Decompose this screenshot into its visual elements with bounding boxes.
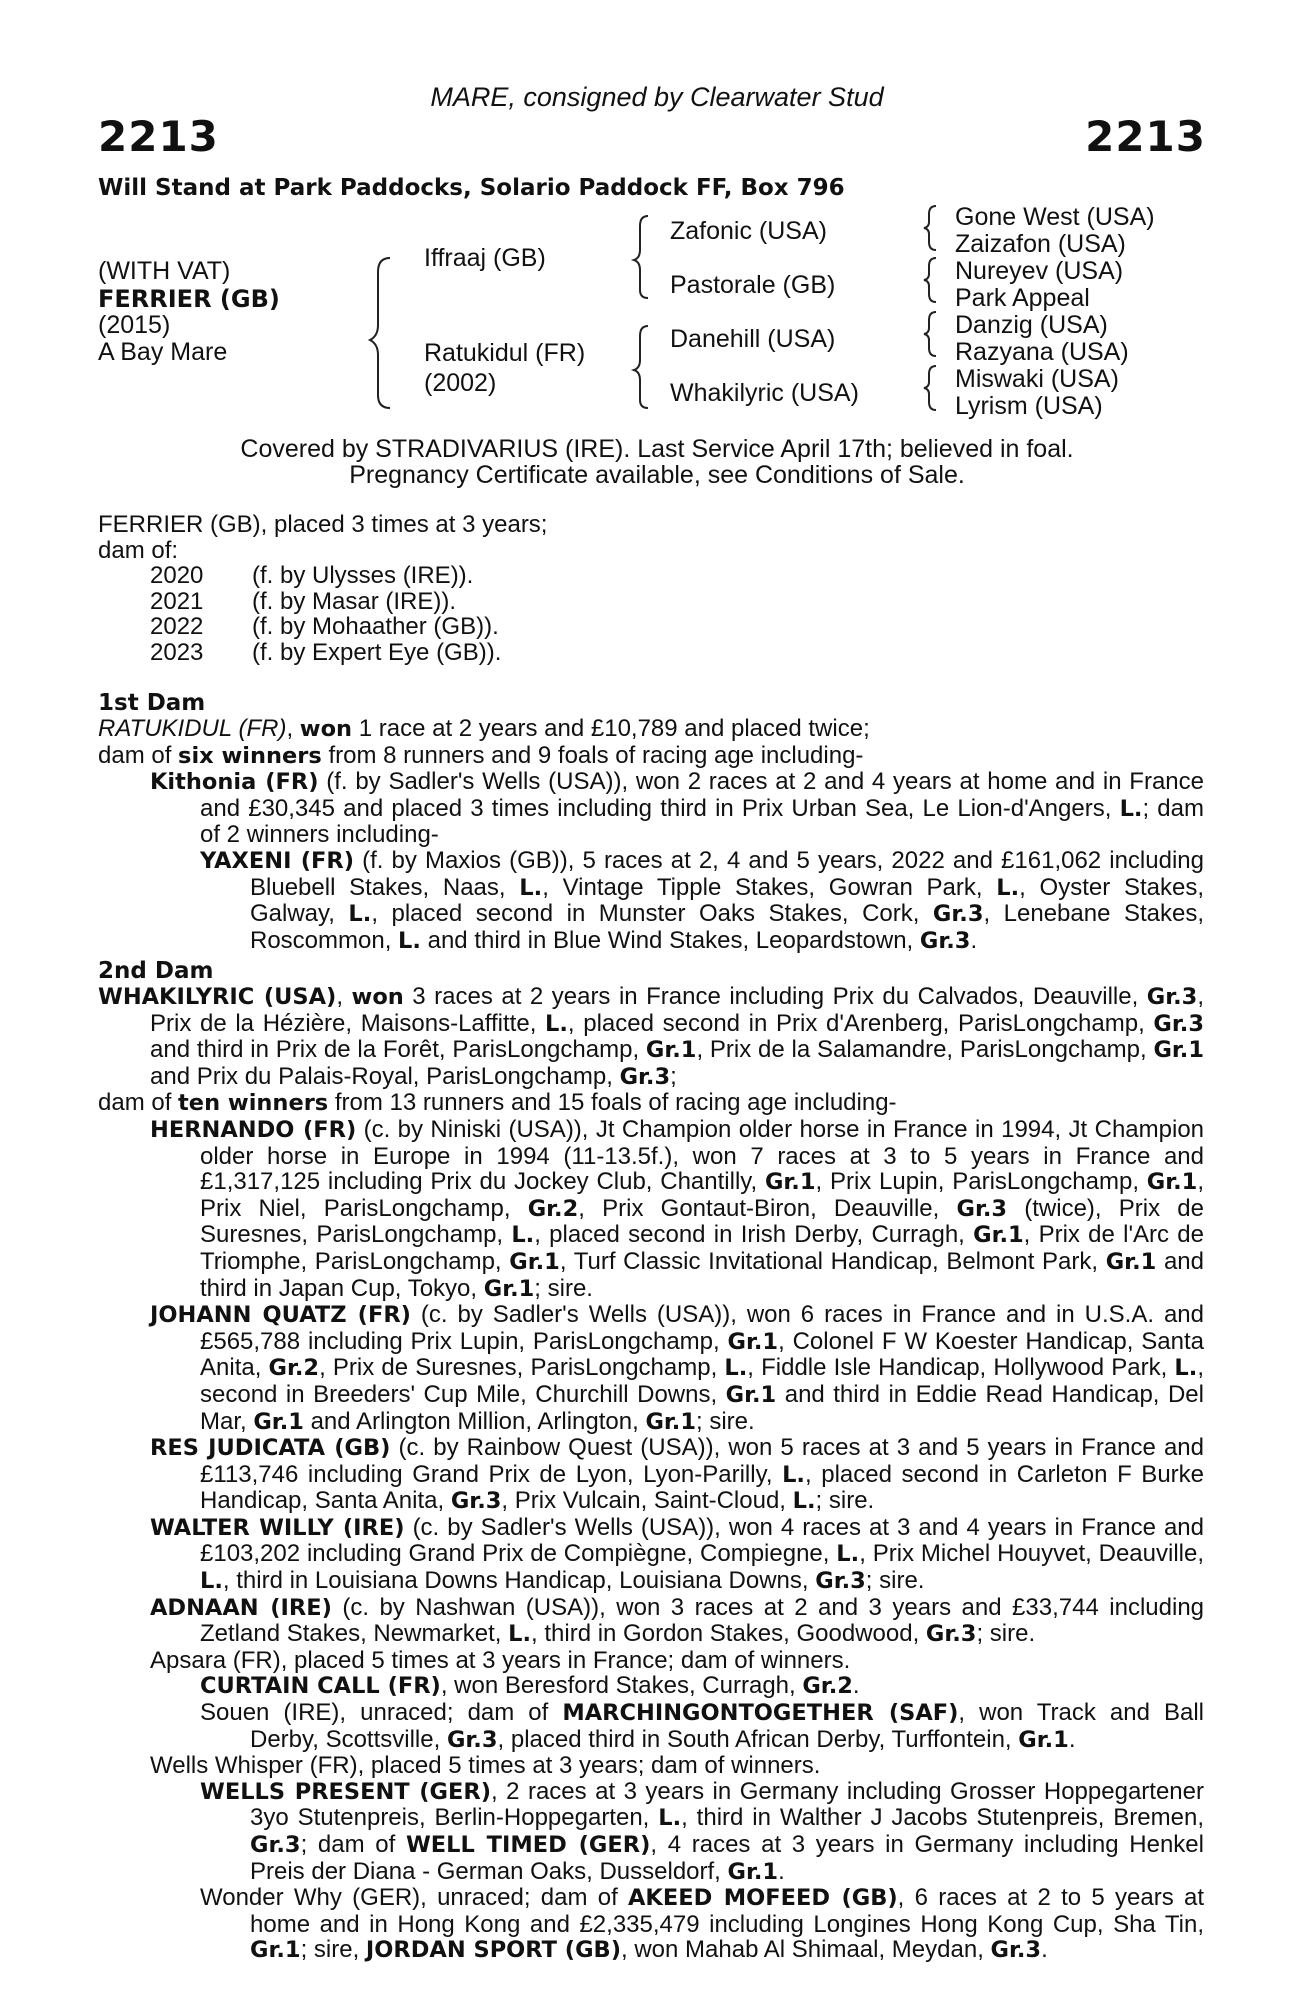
first-dam-produce: dam of six winners from 8 runners and 9 foals of racing age including- — [98, 741, 864, 769]
section-heading: 2nd Dam — [98, 958, 214, 984]
horse-year: (2015) — [98, 311, 171, 339]
dam-of-label: dam of: — [98, 537, 179, 564]
brace-sd — [924, 258, 936, 302]
produce-row: 2021 (f. by Masar (IRE)). — [150, 587, 457, 615]
brace-sire — [634, 216, 648, 298]
entry-johann-quatz: JOHANN QUATZ (FR) (c. by Sadler's Wells (USA)), won 6 races in France and in U.S.A. and £565,788 including Prix Lupin, ParisLongchamp, Gr.1, Colonel F W Koester Handicap, Santa Anita, Gr.2, Prix de Suresnes, ParisLongchamp, L., Fiddle Isle Handicap, Hollywood Park, L., second in Breeders' Cup Mile, Churchill Downs, Gr.1 and third in Eddie Read Handicap, Del Mar, Gr.1 and Arlington Million, Arlington, Gr.1; sire. — [150, 1301, 1204, 1435]
ggs-8: Lyrism (USA) — [955, 392, 1103, 420]
produce-row: 2020 (f. by Ulysses (IRE)). — [150, 562, 474, 589]
second-dam-produce: dam of ten winners from 13 runners and 15 foals of racing age including- — [98, 1089, 897, 1117]
ggs-6: Razyana (USA) — [955, 338, 1129, 366]
horse-description: A Bay Mare — [98, 338, 228, 366]
entry-souen: Souen (IRE), unraced; dam of MARCHINGONTOGETHER (SAF), won Track and Ball Derby, Scottsville, Gr.3, placed third in South African Derby, Turffontein, Gr.1. — [200, 1699, 1204, 1753]
entry-hernando: HERNANDO (FR) (c. by Niniski (USA)), Jt Champion older horse in France in 1994, Jt Champion older horse in Europe in 1994 (11-13.5f.), won 7 races at 3 to 5 years in France and £1,317,125 including Prix du Jockey Club, Chantilly, Gr.1, Prix Lupin, ParisLongchamp, Gr.1, Prix Niel, ParisLongchamp, Gr.2, Prix Gontaut-Biron, Deauville, Gr.3 (twice), Prix de Suresnes, ParisLongchamp, L., placed second in Irish Derby, Curragh, Gr.1, Prix de l'Arc de Triomphe, ParisLongchamp, Gr.1, Turf Classic Invitational Handicap, Belmont Park, Gr.1 and third in Japan Cup, Tokyo, Gr.1; sire. — [150, 1115, 1205, 1302]
covered-line-1: Covered by STRADIVARIUS (IRE). Last Service April 17th; believed in foal. — [240, 435, 1074, 463]
vat-note: (WITH VAT) — [98, 257, 231, 285]
ggs-7: Miswaki (USA) — [955, 365, 1119, 393]
entry-wonder-why: Wonder Why (GER), unraced; dam of AKEED MOFEED (GB), 6 races at 2 to 5 years at home and in Hong Kong and £2,335,479 including Longines Hong Kong Cup, Sha Tin, Gr.1; sire, JORDAN SPORT (GB), won Mahab Al Shimaal, Meydan, Gr.3. — [200, 1884, 1204, 1964]
ggs-4: Park Appeal — [955, 284, 1090, 312]
ggs-1: Gone West (USA) — [955, 203, 1155, 231]
produce-row: 2023 (f. by Expert Eye (GB)). — [150, 638, 502, 666]
entry-wells-present: WELLS PRESENT (GER), 2 races at 3 years in Germany including Grosser Hoppegartener 3yo Stutenpreis, Berlin-Hoppegarten, L., third in Walther J Jacobs Stutenpreis, Bremen, Gr.3; dam of WELL TIMED (GER), 4 races at 3 years in Germany including Henkel Preis der Diana - German Oaks, Dusseldorf, Gr.1. — [200, 1777, 1204, 1885]
entry-res-judicata: RES JUDICATA (GB) (c. by Rainbow Quest (USA)), won 5 races at 3 and 5 years in France and £113,746 including Grand Prix de Lyon, Lyon-Parilly, L., placed second in Carleton F Burke Handicap, Santa Anita, Gr.3, Prix Vulcain, Saint-Cloud, L.; sire. — [150, 1434, 1205, 1515]
record-line: FERRIER (GB), placed 3 times at 3 years; — [98, 511, 548, 538]
brace-main — [370, 258, 390, 408]
brace-ss — [924, 206, 936, 250]
produce-list — [150, 563, 501, 665]
entry-wells-whisper: Wells Whisper (FR), placed 5 times at 3 years; dam of winners. — [150, 1752, 821, 1780]
entry-adnaan: ADNAAN (IRE) (c. by Nashwan (USA)), won 3 races at 2 and 3 years and £33,744 including Zetland Stakes, Newmarket, L., third in Gordon Stakes, Goodwood, Gr.3; sire. — [150, 1593, 1205, 1648]
entry-walter-willy: WALTER WILLY (IRE) (c. by Sadler's Wells (USA)), won 4 races at 3 and 4 years in France and £103,202 including Grand Prix de Compiègne, Compiegne, L., Prix Michel Houyvet, Deauville, L., third in Louisiana Downs Handicap, Louisiana Downs, Gr.3; sire. — [150, 1513, 1205, 1595]
horse-name: FERRIER (GB) — [98, 285, 280, 313]
sire-sire: Zafonic (USA) — [670, 217, 827, 245]
section-heading: 1st Dam — [98, 690, 206, 716]
sire-name: Iffraaj (GB) — [424, 244, 546, 272]
dam-dam: Whakilyric (USA) — [670, 379, 859, 407]
brace-dd — [924, 366, 936, 410]
first-dam-section — [98, 690, 1204, 954]
dam-sire: Danehill (USA) — [670, 325, 836, 353]
lot-number-left: 2213 — [98, 112, 219, 161]
stand-location: Will Stand at Park Paddocks, Solario Paddock FF, Box 796 — [98, 175, 845, 201]
entry-apsara: Apsara (FR), placed 5 times at 3 years in France; dam of winners. — [150, 1646, 851, 1674]
lot-number-right: 2213 — [1085, 112, 1206, 161]
consignor-line: MARE, consigned by Clearwater Stud — [430, 82, 884, 112]
entry-curtain-call: CURTAIN CALL (FR), won Beresford Stakes, Curragh, Gr.2. — [200, 1672, 860, 1700]
first-dam-intro: RATUKIDUL (FR), won 1 race at 2 years and £10,789 and placed twice; — [98, 715, 870, 742]
covered-line-2: Pregnancy Certificate available, see Conditions of Sale. — [349, 461, 965, 489]
entry-kithonia: Kithonia (FR) (f. by Sadler's Wells (USA)), won 2 races at 2 and 4 years at home and in France and £30,345 and placed 3 times including third in Prix Urban Sea, Le Lion-d'Angers, L.; dam of 2 winners including- — [150, 768, 1204, 849]
produce-row: 2022 (f. by Mohaather (GB)). — [150, 613, 499, 641]
dam-year: (2002) — [424, 369, 497, 397]
brace-dam — [634, 326, 648, 408]
sire-dam: Pastorale (GB) — [670, 271, 836, 299]
second-dam-section — [98, 958, 1204, 1964]
ggs-2: Zaizafon (USA) — [955, 230, 1126, 258]
entry-yaxeni: YAXENI (FR) (f. by Maxios (GB)), 5 races at 2, 4 and 5 years, 2022 and £161,062 including Bluebell Stakes, Naas, L., Vintage Tipple Stakes, Gowran Park, L., Oyster Stakes, Galway, L., placed second in Munster Oaks Stakes, Cork, Gr.3, Lenebane Stakes, Roscommon, L. and third in Blue Wind Stakes, Leopardstown, Gr.3. — [200, 846, 1204, 954]
ggs-3: Nureyev (USA) — [955, 257, 1124, 285]
brace-ds — [924, 312, 936, 356]
dam-name: Ratukidul (FR) — [424, 339, 586, 367]
second-dam-intro: WHAKILYRIC (USA), won 3 races at 2 years in France including Prix du Calvados, Deauville, Gr.3, Prix de la Hézière, Maisons-Laffitte, L., placed second in Prix d'Arenberg, ParisLongchamp, Gr.3 and third in Prix de la Forêt, ParisLongchamp, Gr.1, Prix de la Salamandre, ParisLongchamp, Gr.1 and Prix du Palais-Royal, ParisLongchamp, Gr.3; — [98, 983, 1205, 1090]
ggs-5: Danzig (USA) — [955, 311, 1108, 339]
